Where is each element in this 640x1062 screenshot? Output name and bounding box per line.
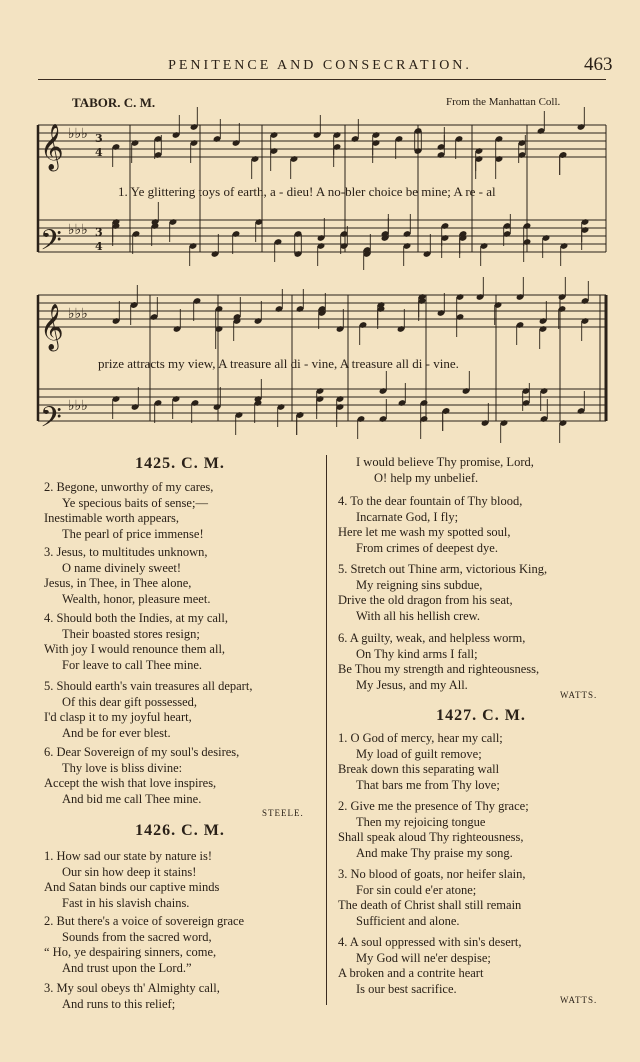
stanza — [338, 935, 522, 997]
lyric-line-1: 1. Ye glittering toys of earth, a - dieu! A no-bler choice be mine; A re - al — [118, 184, 496, 199]
stanza-line: Fast in his slavish chains. — [62, 895, 190, 910]
stanza-line: Sufficient and alone. — [356, 913, 460, 928]
stanza-line: 2. But there's a voice of sovereign grace — [44, 914, 245, 928]
stanza-line: 3. Jesus, to multitudes unknown, — [44, 545, 208, 559]
stanza-line: And be for ever blest. — [62, 725, 171, 740]
stanza-line: A broken and a contrite heart — [338, 966, 484, 980]
stanza — [44, 914, 244, 976]
stanza-line: 6. Dear Sovereign of my soul's desires, — [44, 745, 240, 759]
stanza-line: With all his hellish crew. — [356, 608, 481, 623]
page-number: 463 — [584, 54, 613, 75]
column-divider — [326, 455, 327, 1005]
bass-clef-icon: 𝄢 — [40, 401, 62, 441]
hymn-author: WATTS. — [560, 995, 598, 1005]
stanza — [338, 731, 503, 793]
flat-signature: ♭♭♭ — [68, 222, 88, 238]
stanza-line: Break down this separating wall — [338, 762, 500, 776]
stanza-line: My God will ne'er despise; — [356, 950, 491, 965]
stanza-line: And bid me call Thee mine. — [62, 791, 202, 806]
stanza-line: 1. How sad our state by nature is! — [44, 849, 213, 863]
stanza-line: And runs to this relief; — [62, 996, 176, 1011]
tune-name: TABOR. C. M. — [72, 95, 156, 110]
stanza-line: “ Ho, ye despairing sinners, come, — [44, 945, 217, 959]
stanza — [338, 494, 522, 556]
stanza — [338, 562, 547, 624]
stanza — [44, 849, 219, 911]
time-signature-bottom: 4 — [95, 146, 103, 159]
stanza-line: 2. Begone, unworthy of my cares, — [44, 480, 214, 494]
treble-clef-icon: 𝄞 — [40, 304, 64, 350]
stanza-line: My reigning sins subdue, — [356, 577, 483, 592]
stanza-line: 6. A guilty, weak, and helpless worm, — [338, 631, 526, 645]
clefs-and-signatures — [40, 124, 103, 441]
bass-clef-icon: 𝄢 — [40, 224, 62, 264]
stanza — [338, 799, 529, 861]
stanza-line: Accept the wish that love inspires, — [44, 776, 217, 790]
stanza-line: My Jesus, and my All. — [356, 677, 468, 692]
stanza-line: The pearl of price immense! — [62, 526, 204, 541]
flat-signature: ♭♭♭ — [68, 126, 88, 142]
stanza-line: 3. No blood of goats, nor heifer slain, — [338, 867, 526, 881]
hymn-author: WATTS. — [560, 690, 598, 700]
stanza-line: 5. Should earth's vain treasures all depart, — [44, 679, 253, 693]
stanza-line: I would believe Thy promise, Lord, — [356, 455, 534, 469]
stanza-line: On Thy kind arms I fall; — [356, 646, 478, 661]
stanza-line: Here let me wash my spotted soul, — [338, 525, 511, 539]
stanza — [44, 545, 210, 607]
time-signature-top: 3 — [95, 226, 103, 239]
stanza-line: For sin could e'er atone; — [356, 882, 477, 897]
stanza — [338, 631, 539, 693]
hymn-number-1426: 1426. C. M. — [135, 822, 225, 839]
stanza-line: Of this dear gift possessed, — [62, 694, 198, 709]
stanza-line: 3. My soul obeys th' Almighty call, — [44, 981, 220, 995]
time-signature-top: 3 — [95, 132, 103, 145]
stanza-line: And Satan binds our captive minds — [44, 880, 220, 894]
lyric-line-2: prize attracts my view, A treasure all di - vine, A treasure all di - vine. — [98, 356, 459, 371]
stanza — [44, 679, 252, 741]
stanza-line: Then my rejoicing tongue — [356, 814, 486, 829]
stanza-line: 4. A soul oppressed with sin's desert, — [338, 935, 522, 949]
stanza-line: And trust upon the Lord.” — [62, 960, 192, 975]
stanza-line: 2. Give me the presence of Thy grace; — [338, 799, 529, 813]
tune-source: From the Manhattan Coll. — [446, 96, 561, 108]
stanza-line: 4. To the dear fountain of Thy blood, — [338, 494, 523, 508]
stanza-line: 5. Stretch out Thine arm, victorious King, — [338, 562, 548, 576]
stanza-line: Wealth, honor, pleasure meet. — [62, 591, 211, 606]
hymn-number-1427: 1427. C. M. — [436, 707, 526, 724]
treble-clef-icon: 𝄞 — [40, 124, 64, 170]
stanza — [338, 867, 525, 929]
stanza-line: Ye specious baits of sense;— — [62, 495, 208, 510]
stanza-line: Sounds from the sacred word, — [62, 929, 212, 944]
stanza-line: Inestimable worth appears, — [44, 511, 180, 525]
stanza — [44, 611, 228, 673]
music-score — [0, 0, 640, 450]
stanza-continued — [338, 455, 534, 486]
stanza-line: Their boasted stores resign; — [62, 626, 200, 641]
stanza-line: 4. Should both the Indies, at my call, — [44, 611, 229, 625]
hymn-number-1425: 1425. C. M. — [135, 455, 225, 472]
hymn-author: STEELE. — [262, 808, 304, 818]
stanza-line: 1. O God of mercy, hear my call; — [338, 731, 503, 745]
stanza — [44, 480, 213, 542]
stanza-line: Shall speak aloud Thy righteousness, — [338, 830, 524, 844]
stanza-line: Our sin how deep it stains! — [62, 864, 197, 879]
stanza-line: The death of Christ shall still remain — [338, 898, 522, 912]
stanza-line: My load of guilt remove; — [356, 746, 482, 761]
stanza-line: And make Thy praise my song. — [356, 845, 513, 860]
stanza-line: That bars me from Thy love; — [356, 777, 500, 792]
stanza — [44, 981, 220, 1012]
flat-signature: ♭♭♭ — [68, 306, 88, 322]
stanza-line: O! help my unbelief. — [374, 470, 479, 485]
stanza-line: Be Thou my strength and righteousness, — [338, 662, 540, 676]
stanza-line: Jesus, in Thee, in Thee alone, — [44, 576, 192, 590]
stanza-line: With joy I would renounce them all, — [44, 642, 226, 656]
stanza-line: Incarnate God, I fly; — [356, 509, 459, 524]
time-signature-bottom: 4 — [95, 240, 103, 253]
stanza-line: Drive the old dragon from his seat, — [338, 593, 513, 607]
stanza-line: O name divinely sweet! — [62, 560, 182, 575]
stanza — [44, 745, 239, 807]
staff-lines — [38, 125, 606, 421]
stanza-line: Thy love is bliss divine: — [62, 760, 183, 775]
flat-signature: ♭♭♭ — [68, 398, 88, 414]
stanza-line: From crimes of deepest dye. — [356, 540, 498, 555]
running-header: PENITENCE AND CONSECRATION. — [168, 58, 472, 73]
stanza-line: Is our best sacrifice. — [356, 981, 457, 996]
stanza-line: I'd clasp it to my joyful heart, — [44, 710, 192, 724]
stanza-line: For leave to call Thee mine. — [62, 657, 202, 672]
